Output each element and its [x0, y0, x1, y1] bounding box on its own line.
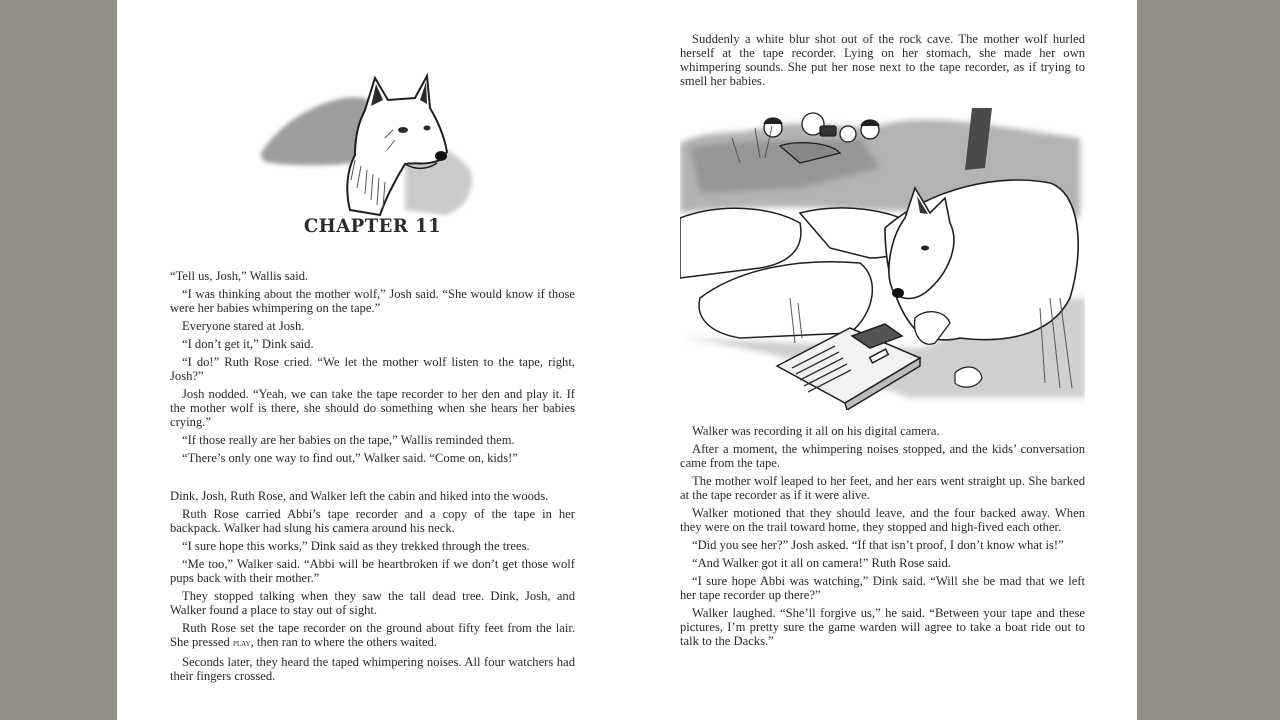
text-section-1: [170, 269, 575, 469]
paragraph-text: , then ran to where the others waited.: [250, 635, 438, 649]
play-smallcaps: play: [232, 638, 251, 649]
paragraph: Dink, Josh, Ruth Rose, and Walker left the cabin and hiked into the woods.: [170, 489, 549, 503]
paragraph: “I do!” Ruth Rose cried. “We let the mother wolf listen to the tape, right, Josh?”: [170, 355, 575, 383]
paragraph: “And Walker got it all on camera!” Ruth Rose said.: [692, 556, 951, 570]
paragraph: They stopped talking when they saw the tall dead tree. Dink, Josh, and Walker found a place to stay out of sight.: [170, 589, 575, 617]
paragraph: “I was thinking about the mother wolf,” Josh said. “She would know if those were her babies whimpering on the tape.”: [170, 287, 575, 315]
right-page: [680, 0, 1085, 720]
paragraph: Seconds later, they heard the taped whimpering noises. All four watchers had their fingers crossed.: [170, 655, 575, 683]
paragraph: “Did you see her?” Josh asked. “If that isn’t proof, I don’t know what is!”: [692, 538, 1064, 552]
paragraph: After a moment, the whimpering noises stopped, and the kids’ conversation came from the tape.: [680, 442, 1085, 470]
wolf-head-illustration: [255, 70, 490, 220]
text-opening: [680, 32, 1085, 92]
paragraph: Everyone stared at Josh.: [182, 319, 305, 333]
paragraph: Walker laughed. “She’ll forgive us,” he said. “Between your tape and these pictures, I’m pretty sure the game warden will agree to take a boat ride out to talk to the Dacks.”: [680, 606, 1085, 648]
paragraph: “There’s only one way to find out,” Walker said. “Come on, kids!”: [182, 451, 518, 465]
text-closing: [680, 424, 1085, 652]
chapter-title: CHAPTER 11: [303, 215, 442, 237]
paragraph: [170, 621, 575, 651]
paragraph: “I don’t get it,” Dink said.: [182, 337, 314, 351]
paragraph: Josh nodded. “Yeah, we can take the tape recorder to her den and play it. If the mother wolf is there, she should do something when she hears her babies crying.”: [170, 387, 575, 429]
left-page: [170, 0, 575, 720]
paragraph: “I sure hope this works,” Dink said as they trekked through the trees.: [182, 539, 530, 553]
paragraph-text: Ruth Rose set the tape recorder on the ground about fifty feet from the lair. She pressed: [170, 621, 575, 649]
paragraph: “I sure hope Abbi was watching,” Dink said. “Will she be mad that we left her tape recorder up there?”: [680, 574, 1085, 602]
paragraph: Walker was recording it all on his digital camera.: [692, 424, 940, 438]
paragraph: “If those really are her babies on the tape,” Wallis reminded them.: [182, 433, 515, 447]
paragraph: Suddenly a white blur shot out of the rock cave. The mother wolf hurled herself at the tape recorder. Lying on her stomach, she made her own whimpering sounds. She put her nose next to the tape recorder, as if trying to smell her babies.: [680, 32, 1085, 88]
paragraph: The mother wolf leaped to her feet, and her ears went straight up. She barked at the tape recorder as if it were alive.: [680, 474, 1085, 502]
wolf-and-tape-recorder-illustration: [680, 98, 1085, 410]
paragraph: “Me too,” Walker said. “Abbi will be heartbroken if we don’t get those wolf pups back with their mother.”: [170, 557, 575, 585]
paragraph: “Tell us, Josh,” Wallis said.: [170, 269, 309, 283]
book-spread: [117, 0, 1137, 720]
paragraph: Walker motioned that they should leave, and the four backed away. When they were on the trail toward home, they stopped and high-fived each other.: [680, 506, 1085, 534]
paragraph: Ruth Rose carried Abbi’s tape recorder and a copy of the tape in her backpack. Walker had slung his camera around his neck.: [170, 507, 575, 535]
text-section-2: [170, 489, 575, 687]
